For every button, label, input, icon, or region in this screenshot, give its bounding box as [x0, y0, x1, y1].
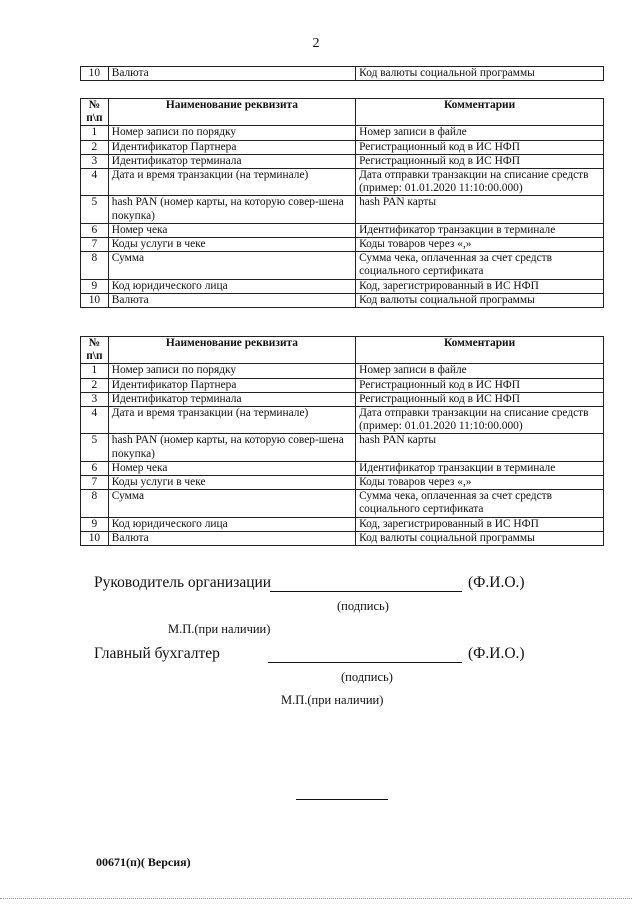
row-name: Идентификатор Партнера — [108, 378, 355, 392]
document-code: 00671(п)( Версия) — [96, 855, 191, 869]
table-row — [81, 378, 604, 392]
accountant-signature-line — [268, 662, 462, 663]
table-row — [81, 196, 604, 223]
row-name: Идентификатор терминала — [108, 154, 355, 168]
row-name: Код юридического лица — [108, 517, 355, 531]
row-number: 2 — [81, 140, 109, 154]
row-number: 8 — [81, 490, 109, 517]
row-name: Валюта — [108, 293, 355, 307]
table-row — [81, 169, 604, 196]
row-comment: Регистрационный код в ИС НФП — [356, 140, 604, 154]
accountant-fio: (Ф.И.О.) — [468, 645, 525, 662]
row-name: Сумма — [108, 490, 355, 517]
table-row — [81, 140, 604, 154]
row-comment: Коды товаров через «,» — [356, 238, 604, 252]
table-row — [81, 517, 604, 531]
head-stamp: М.П.(при наличии) — [168, 622, 271, 636]
row-number: 10 — [81, 67, 109, 81]
row-number: 5 — [81, 196, 109, 223]
table-row — [81, 67, 604, 81]
row-number: 7 — [81, 238, 109, 252]
row-number: 4 — [81, 169, 109, 196]
row-name: Дата и время транзакции (на терминале) — [108, 169, 355, 196]
row-comment: Код валюты социальной программы — [356, 531, 604, 545]
table-row — [81, 364, 604, 378]
row-comment: Сумма чека, оплаченная за счет средств социального сертификата — [356, 252, 604, 279]
table-row — [81, 238, 604, 252]
table-row — [81, 223, 604, 237]
header-name: Наименование реквизита — [108, 99, 355, 126]
head-label: Руководитель организации — [94, 574, 272, 591]
table-row — [81, 126, 604, 140]
page-number: 2 — [312, 36, 320, 51]
row-comment: Номер записи в файле — [356, 126, 604, 140]
row-comment: Дата отправки транзакции на списание средств (пример: 01.01.2020 11:10:00.000) — [356, 169, 604, 196]
row-comment: hash PAN карты — [356, 196, 604, 223]
row-number: 3 — [81, 154, 109, 168]
row-number: 10 — [81, 293, 109, 307]
row-comment: Код валюты социальной программы — [356, 67, 604, 81]
table-row — [81, 154, 604, 168]
requisites-table-1 — [80, 98, 604, 308]
row-number: 7 — [81, 476, 109, 490]
row-comment: Регистрационный код в ИС НФП — [356, 378, 604, 392]
table-row — [81, 434, 604, 461]
row-name: hash PAN (номер карты, на которую совер-шена покупка) — [108, 434, 355, 461]
row-number: 9 — [81, 279, 109, 293]
table-header-row — [81, 337, 604, 364]
row-comment: Код валюты социальной программы — [356, 293, 604, 307]
row-name: Номер чека — [108, 461, 355, 475]
table-row — [81, 407, 604, 434]
row-name: Код юридического лица — [108, 279, 355, 293]
row-name: Номер записи по порядку — [108, 364, 355, 378]
row-number: 3 — [81, 392, 109, 406]
table-row — [81, 476, 604, 490]
table-header-row — [81, 99, 604, 126]
row-name: hash PAN (номер карты, на которую совер-шена покупка) — [108, 196, 355, 223]
row-name: Сумма — [108, 252, 355, 279]
row-comment: Идентификатор транзакции в терминале — [356, 461, 604, 475]
row-comment: Регистрационный код в ИС НФП — [356, 154, 604, 168]
row-comment: Дата отправки транзакции на списание средств (пример: 01.01.2020 11:10:00.000) — [356, 407, 604, 434]
end-divider — [296, 799, 388, 800]
row-name: Дата и время транзакции (на терминале) — [108, 407, 355, 434]
row-number: 8 — [81, 252, 109, 279]
continuation-table — [80, 66, 604, 81]
header-number: № п\п — [81, 337, 109, 364]
table-row — [81, 293, 604, 307]
head-signature-line — [270, 591, 462, 592]
accountant-podpis: (подпись) — [341, 670, 393, 684]
head-fio: (Ф.И.О.) — [468, 574, 525, 591]
row-comment: Номер записи в файле — [356, 364, 604, 378]
table-row — [81, 461, 604, 475]
accountant-label: Главный бухгалтер — [94, 645, 220, 662]
row-number: 2 — [81, 378, 109, 392]
requisites-table-2 — [80, 336, 604, 546]
table-row — [81, 392, 604, 406]
row-number: 9 — [81, 517, 109, 531]
row-comment: Регистрационный код в ИС НФП — [356, 392, 604, 406]
row-comment: Код, зарегистрированный в ИС НФП — [356, 517, 604, 531]
head-podpis: (подпись) — [337, 599, 389, 613]
row-comment: hash PAN карты — [356, 434, 604, 461]
row-name: Коды услуги в чеке — [108, 476, 355, 490]
row-name: Номер чека — [108, 223, 355, 237]
table-row — [81, 490, 604, 517]
row-name: Валюта — [108, 531, 355, 545]
row-name: Идентификатор Партнера — [108, 140, 355, 154]
row-comment: Идентификатор транзакции в терминале — [356, 223, 604, 237]
header-comment: Комментарии — [356, 337, 604, 364]
row-name: Валюта — [108, 67, 355, 81]
table-row — [81, 252, 604, 279]
header-number: № п\п — [81, 99, 109, 126]
row-number: 6 — [81, 223, 109, 237]
scan-edge — [0, 898, 632, 899]
row-name: Номер записи по порядку — [108, 126, 355, 140]
row-number: 5 — [81, 434, 109, 461]
table-row — [81, 531, 604, 545]
header-name: Наименование реквизита — [108, 337, 355, 364]
row-number: 6 — [81, 461, 109, 475]
row-name: Коды услуги в чеке — [108, 238, 355, 252]
row-comment: Код, зарегистрированный в ИС НФП — [356, 279, 604, 293]
row-comment: Коды товаров через «,» — [356, 476, 604, 490]
row-number: 1 — [81, 364, 109, 378]
table-row — [81, 279, 604, 293]
row-number: 10 — [81, 531, 109, 545]
row-number: 4 — [81, 407, 109, 434]
header-comment: Комментарии — [356, 99, 604, 126]
row-number: 1 — [81, 126, 109, 140]
row-comment: Сумма чека, оплаченная за счет средств социального сертификата — [356, 490, 604, 517]
row-name: Идентификатор терминала — [108, 392, 355, 406]
accountant-stamp: М.П.(при наличии) — [281, 693, 384, 707]
